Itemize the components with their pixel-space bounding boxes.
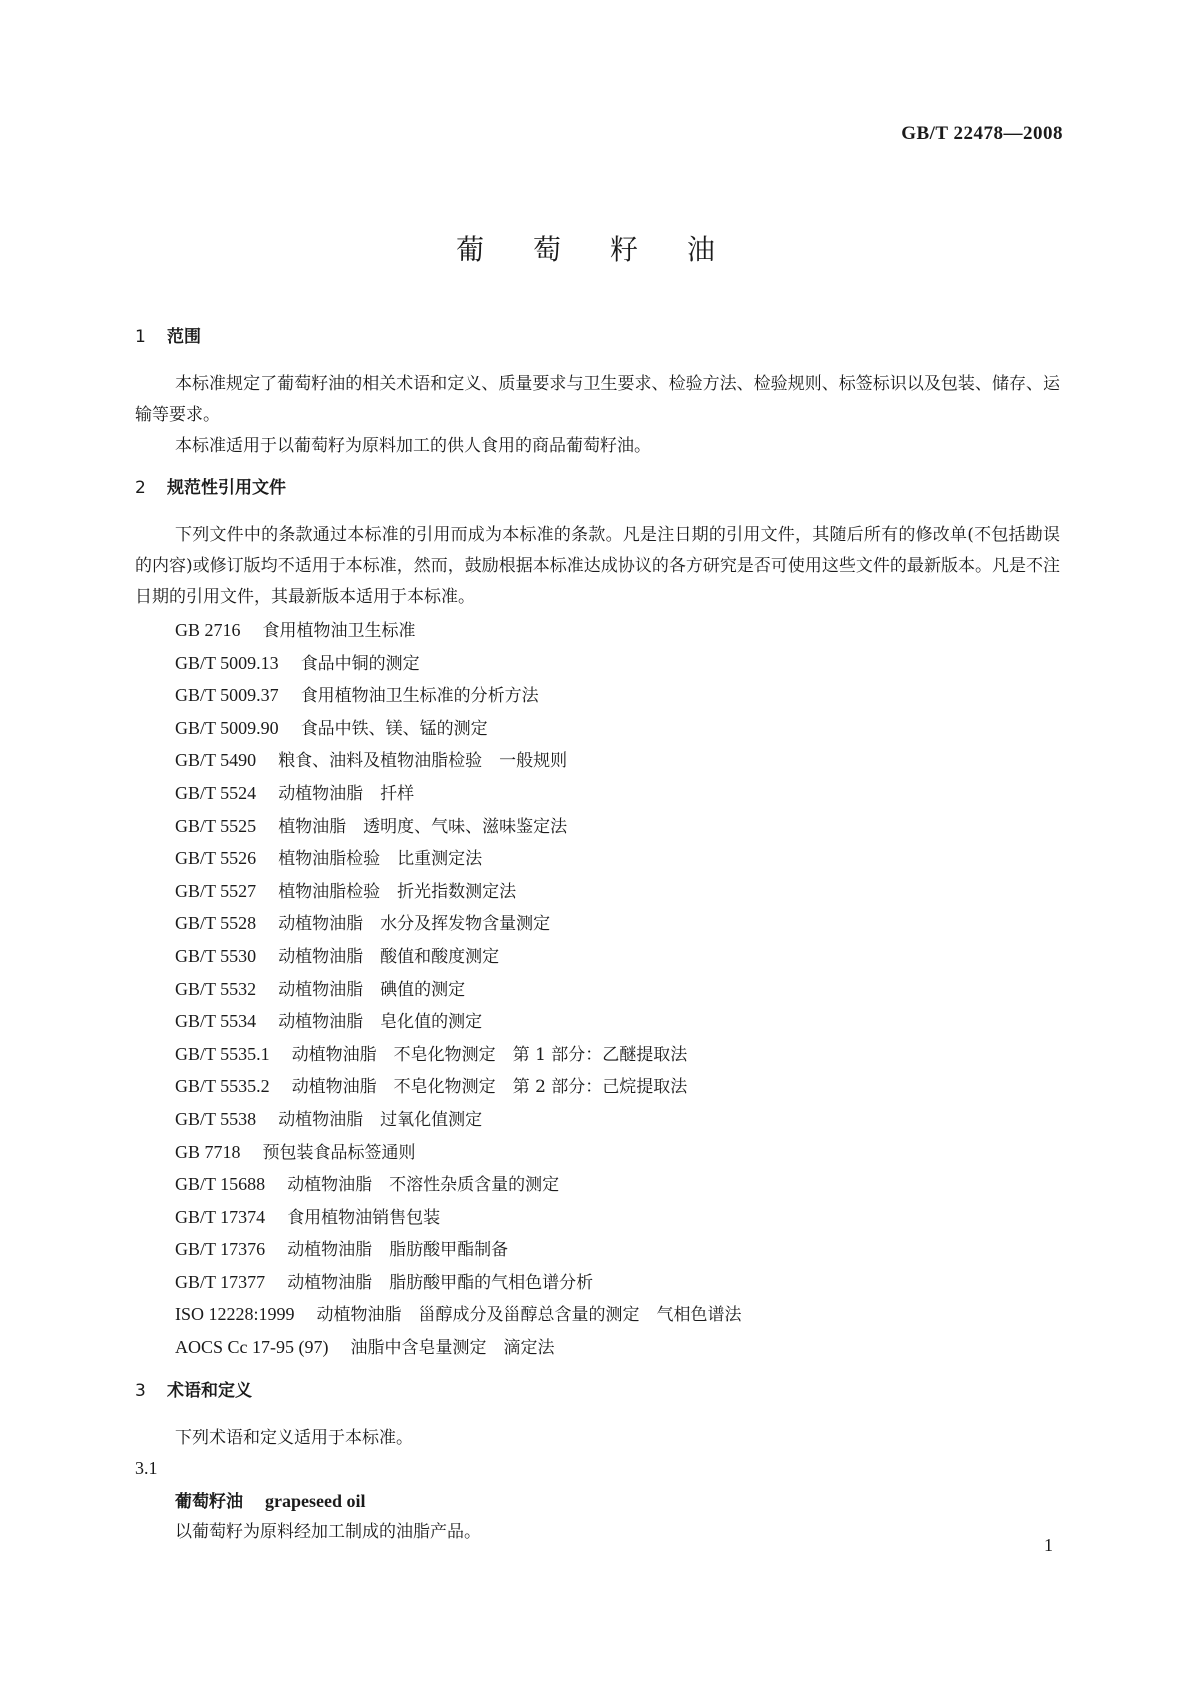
term-chinese: 葡萄籽油 — [175, 1491, 243, 1512]
reference-item: GB/T 5524 动植物油脂 扦样 — [175, 782, 415, 804]
reference-item: GB/T 5527 植物油脂检验 折光指数测定法 — [175, 880, 517, 902]
reference-item: ISO 12228:1999 动植物油脂 甾醇成分及甾醇总含量的测定 气相色谱法 — [175, 1304, 742, 1326]
standard-number: GB/T 22478—2008 — [901, 123, 1063, 144]
reference-item: GB/T 5526 植物油脂检验 比重测定法 — [175, 848, 483, 870]
reference-item: GB/T 17377 动植物油脂 脂肪酸甲酯的气相色谱分析 — [175, 1271, 594, 1293]
term-definition: 以葡萄籽为原料经加工制成的油脂产品。 — [175, 1521, 481, 1542]
reference-item: GB/T 5534 动植物油脂 皂化值的测定 — [175, 1011, 483, 1033]
reference-item: GB/T 5535.2 动植物油脂 不皂化物测定 第 2 部分：己烷提取法 — [175, 1076, 688, 1098]
reference-item: GB/T 5525 植物油脂 透明度、气味、滋味鉴定法 — [175, 815, 568, 837]
reference-item: GB/T 5490 粮食、油料及植物油脂检验 一般规则 — [175, 750, 568, 772]
reference-item: GB/T 17374 食用植物油销售包装 — [175, 1206, 441, 1228]
reference-item: GB 7718 预包装食品标签通则 — [175, 1141, 416, 1163]
reference-item: GB/T 5532 动植物油脂 碘值的测定 — [175, 978, 466, 1000]
reference-item: GB/T 5530 动植物油脂 酸值和酸度测定 — [175, 945, 500, 967]
section-title: 术语和定义 — [167, 1380, 252, 1401]
reference-item: GB/T 5009.13 食品中铜的测定 — [175, 652, 420, 674]
document-title: 葡 萄 籽 油 — [456, 233, 735, 266]
section-heading-scope — [135, 325, 1060, 349]
references-intro-paragraph: 下列文件中的条款通过本标准的引用而成为本标准的条款。凡是注日期的引用文件，其随后所有的修改单(不包括勘误的内容)或修订版均不适用于本标准，然而，鼓励根据本标准达成协议的各方研究是否可使用这些文件的最新版本。凡是不注日期的引用文件，其最新版本适用于本标准。 — [135, 525, 1060, 607]
section-title: 规范性引用文件 — [167, 478, 286, 498]
reference-item: GB/T 17376 动植物油脂 脂肪酸甲酯制备 — [175, 1239, 509, 1261]
clause-number: 3.1 — [135, 1457, 158, 1478]
reference-item: AOCS Cc 17-95 (97) 油脂中含皂量测定 滴定法 — [175, 1337, 555, 1359]
reference-item: GB/T 5009.90 食品中铁、镁、锰的测定 — [175, 717, 488, 739]
term-english: grapeseed oil — [265, 1490, 366, 1511]
reference-list — [135, 615, 1060, 1365]
section-number: 2 — [135, 478, 146, 498]
section-number: 3 — [135, 1380, 146, 1401]
reference-item: GB/T 5535.1 动植物油脂 不皂化物测定 第 1 部分：乙醚提取法 — [175, 1043, 688, 1065]
reference-item: GB/T 5009.37 食用植物油卫生标准的分析方法 — [175, 685, 539, 707]
reference-item: GB/T 5538 动植物油脂 过氧化值测定 — [175, 1108, 483, 1130]
reference-item: GB/T 15688 动植物油脂 不溶性杂质含量的测定 — [175, 1174, 560, 1196]
page-number: 1 — [1044, 1535, 1053, 1555]
reference-item: GB/T 5528 动植物油脂 水分及挥发物含量测定 — [175, 913, 551, 935]
scope-paragraph-2: 本标准适用于以葡萄籽为原料加工的供人食用的商品葡萄籽油。 — [175, 436, 651, 456]
reference-item: GB 2716 食用植物油卫生标准 — [175, 620, 416, 641]
section-heading-terms-definitions — [135, 1379, 1060, 1403]
document-body — [135, 325, 1060, 1547]
section-heading-normative-references — [135, 476, 1060, 500]
scope-paragraph-1: 本标准规定了葡萄籽油的相关术语和定义、质量要求与卫生要求、检验方法、检验规则、标签标识以及包装、储存、运输等要求。 — [135, 374, 1060, 425]
term-entry — [135, 1486, 1060, 1517]
section-number: 1 — [135, 327, 146, 347]
terms-intro-paragraph: 下列术语和定义适用于本标准。 — [175, 1427, 413, 1448]
section-title: 范围 — [167, 327, 201, 347]
